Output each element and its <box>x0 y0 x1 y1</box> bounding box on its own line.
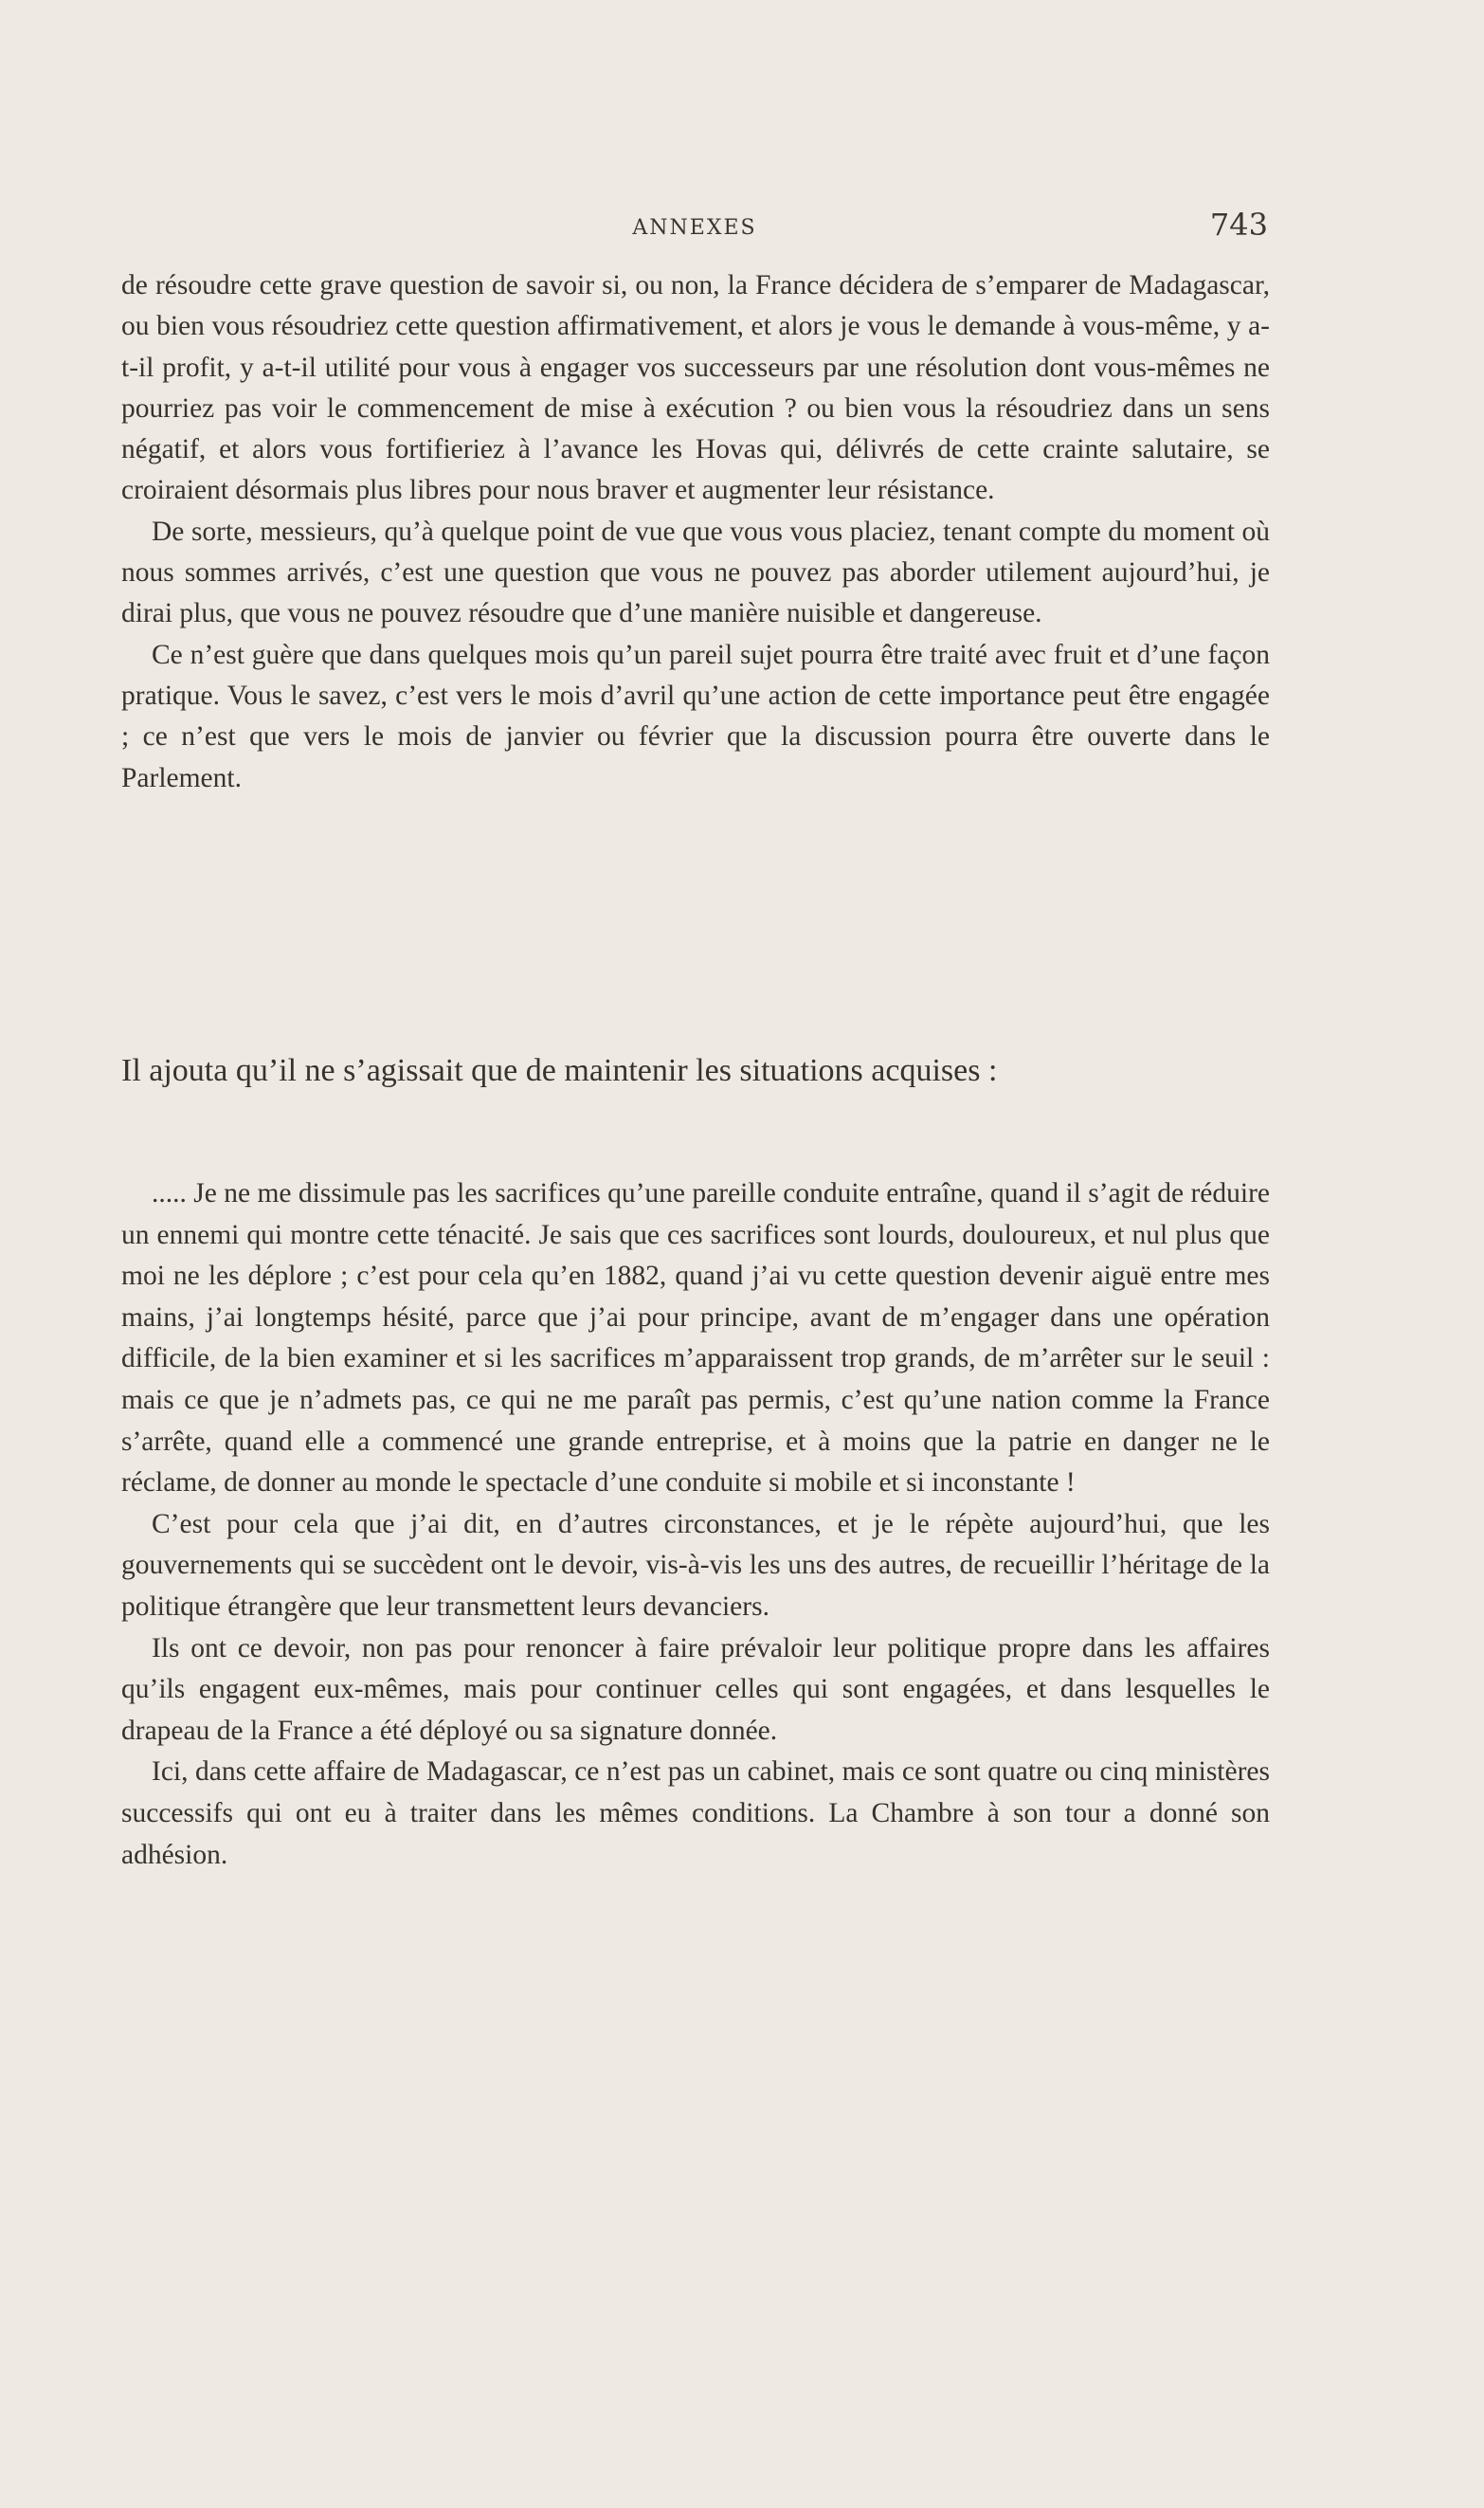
paragraph: ..... Je ne me dissimule pas les sacrifices qu’une pareille conduite entraîne, quand il s’agit de réduire un ennemi qui montre cette ténacité. Je sais que ces sacrifices sont lourds, douloureux, et nul plus que moi ne les déplore ; c’est pour cela qu’en 1882, quand j’ai vu cette question devenir aiguë entre mes mains, j’ai longtemps hésité, parce que j’ai pour principe, avant de m’engager dans une opération difficile, de la bien examiner et si les sacrifices m’apparaissent trop grands, de m’arrêter sur le seuil : mais ce que je n’admets pas, ce qui ne me paraît pas permis, c’est qu’une nation comme la France s’arrête, quand elle a commencé une grande entreprise, et à moins que la patrie en danger ne le réclame, de donner au monde le spectacle d’une conduite si mobile et si inconstante ! <box>121 1178 1270 1499</box>
narration-paragraph: Il ajouta qu’il ne s’agissait que de maintenir les situations acquises : <box>121 1053 998 1088</box>
narration <box>121 1050 1270 1092</box>
quoted-speech-two <box>121 1173 1270 1876</box>
page-number: 743 <box>1209 207 1268 243</box>
paragraph: C’est pour cela que j’ai dit, en d’autres circonstances, et je le répète aujourd’hui, que les gouvernements qui se succèdent ont le devoir, vis-à-vis les uns des autres, de recueillir l’héritage de la politique étrangère que leur transmettent leurs devanciers. <box>121 1508 1270 1622</box>
paragraph: Ici, dans cette affaire de Madagascar, ce n’est pas un cabinet, mais ce sont quatre ou cinq ministères successifs qui ont eu à traiter dans les mêmes conditions. La Chambre à son tour a donné son adhésion. <box>121 1756 1270 1870</box>
quoted-speech-one <box>121 265 1270 799</box>
paragraph: de résoudre cette grave question de savoir si, ou non, la France décidera de s’emparer de Madagascar, ou bien vous résoudriez cette question affirmativement, et alors je vous le demande à vous-même, y a-t-il profit, y a-t-il utilité pour vous à engager vos successeurs par une résolution dont vous-mêmes ne pourriez pas voir le commencement de mise à exécution ? ou bien vous la résoudriez dans un sens négatif, et alors vous fortifieriez à l’avance les Hovas qui, délivrés de cette crainte salutaire, se croiraient désormais plus libres pour nous braver et augmenter leur résistance. <box>121 270 1270 506</box>
paragraph: Ce n’est guère que dans quelques mois qu’un pareil sujet pourra être traité avec fruit et d’une façon pratique. Vous le savez, c’est vers le mois d’avril qu’une action de cette importance peut être engagée ; ce n’est que vers le mois de janvier ou février que la discussion pourra être ouverte dans le Parlement. <box>121 639 1270 793</box>
paragraph: De sorte, messieurs, qu’à quelque point de vue que vous vous placiez, tenant compte du moment où nous sommes arrivés, c’est une question que vous ne pouvez pas aborder utilement aujourd’hui, je dirai plus, que vous ne pouvez résoudre que d’une manière nuisible et dangereuse. <box>121 516 1270 629</box>
running-title: ANNEXES <box>632 216 757 240</box>
paragraph: Ils ont ce devoir, non pas pour renoncer à faire prévaloir leur politique propre dans les affaires qu’ils engagent eux-mêmes, mais pour continuer celles qui sont engagées, et dans lesquelles le drapeau de la France a été déployé ou sa signature donnée. <box>121 1632 1270 1746</box>
running-head <box>121 207 1268 248</box>
